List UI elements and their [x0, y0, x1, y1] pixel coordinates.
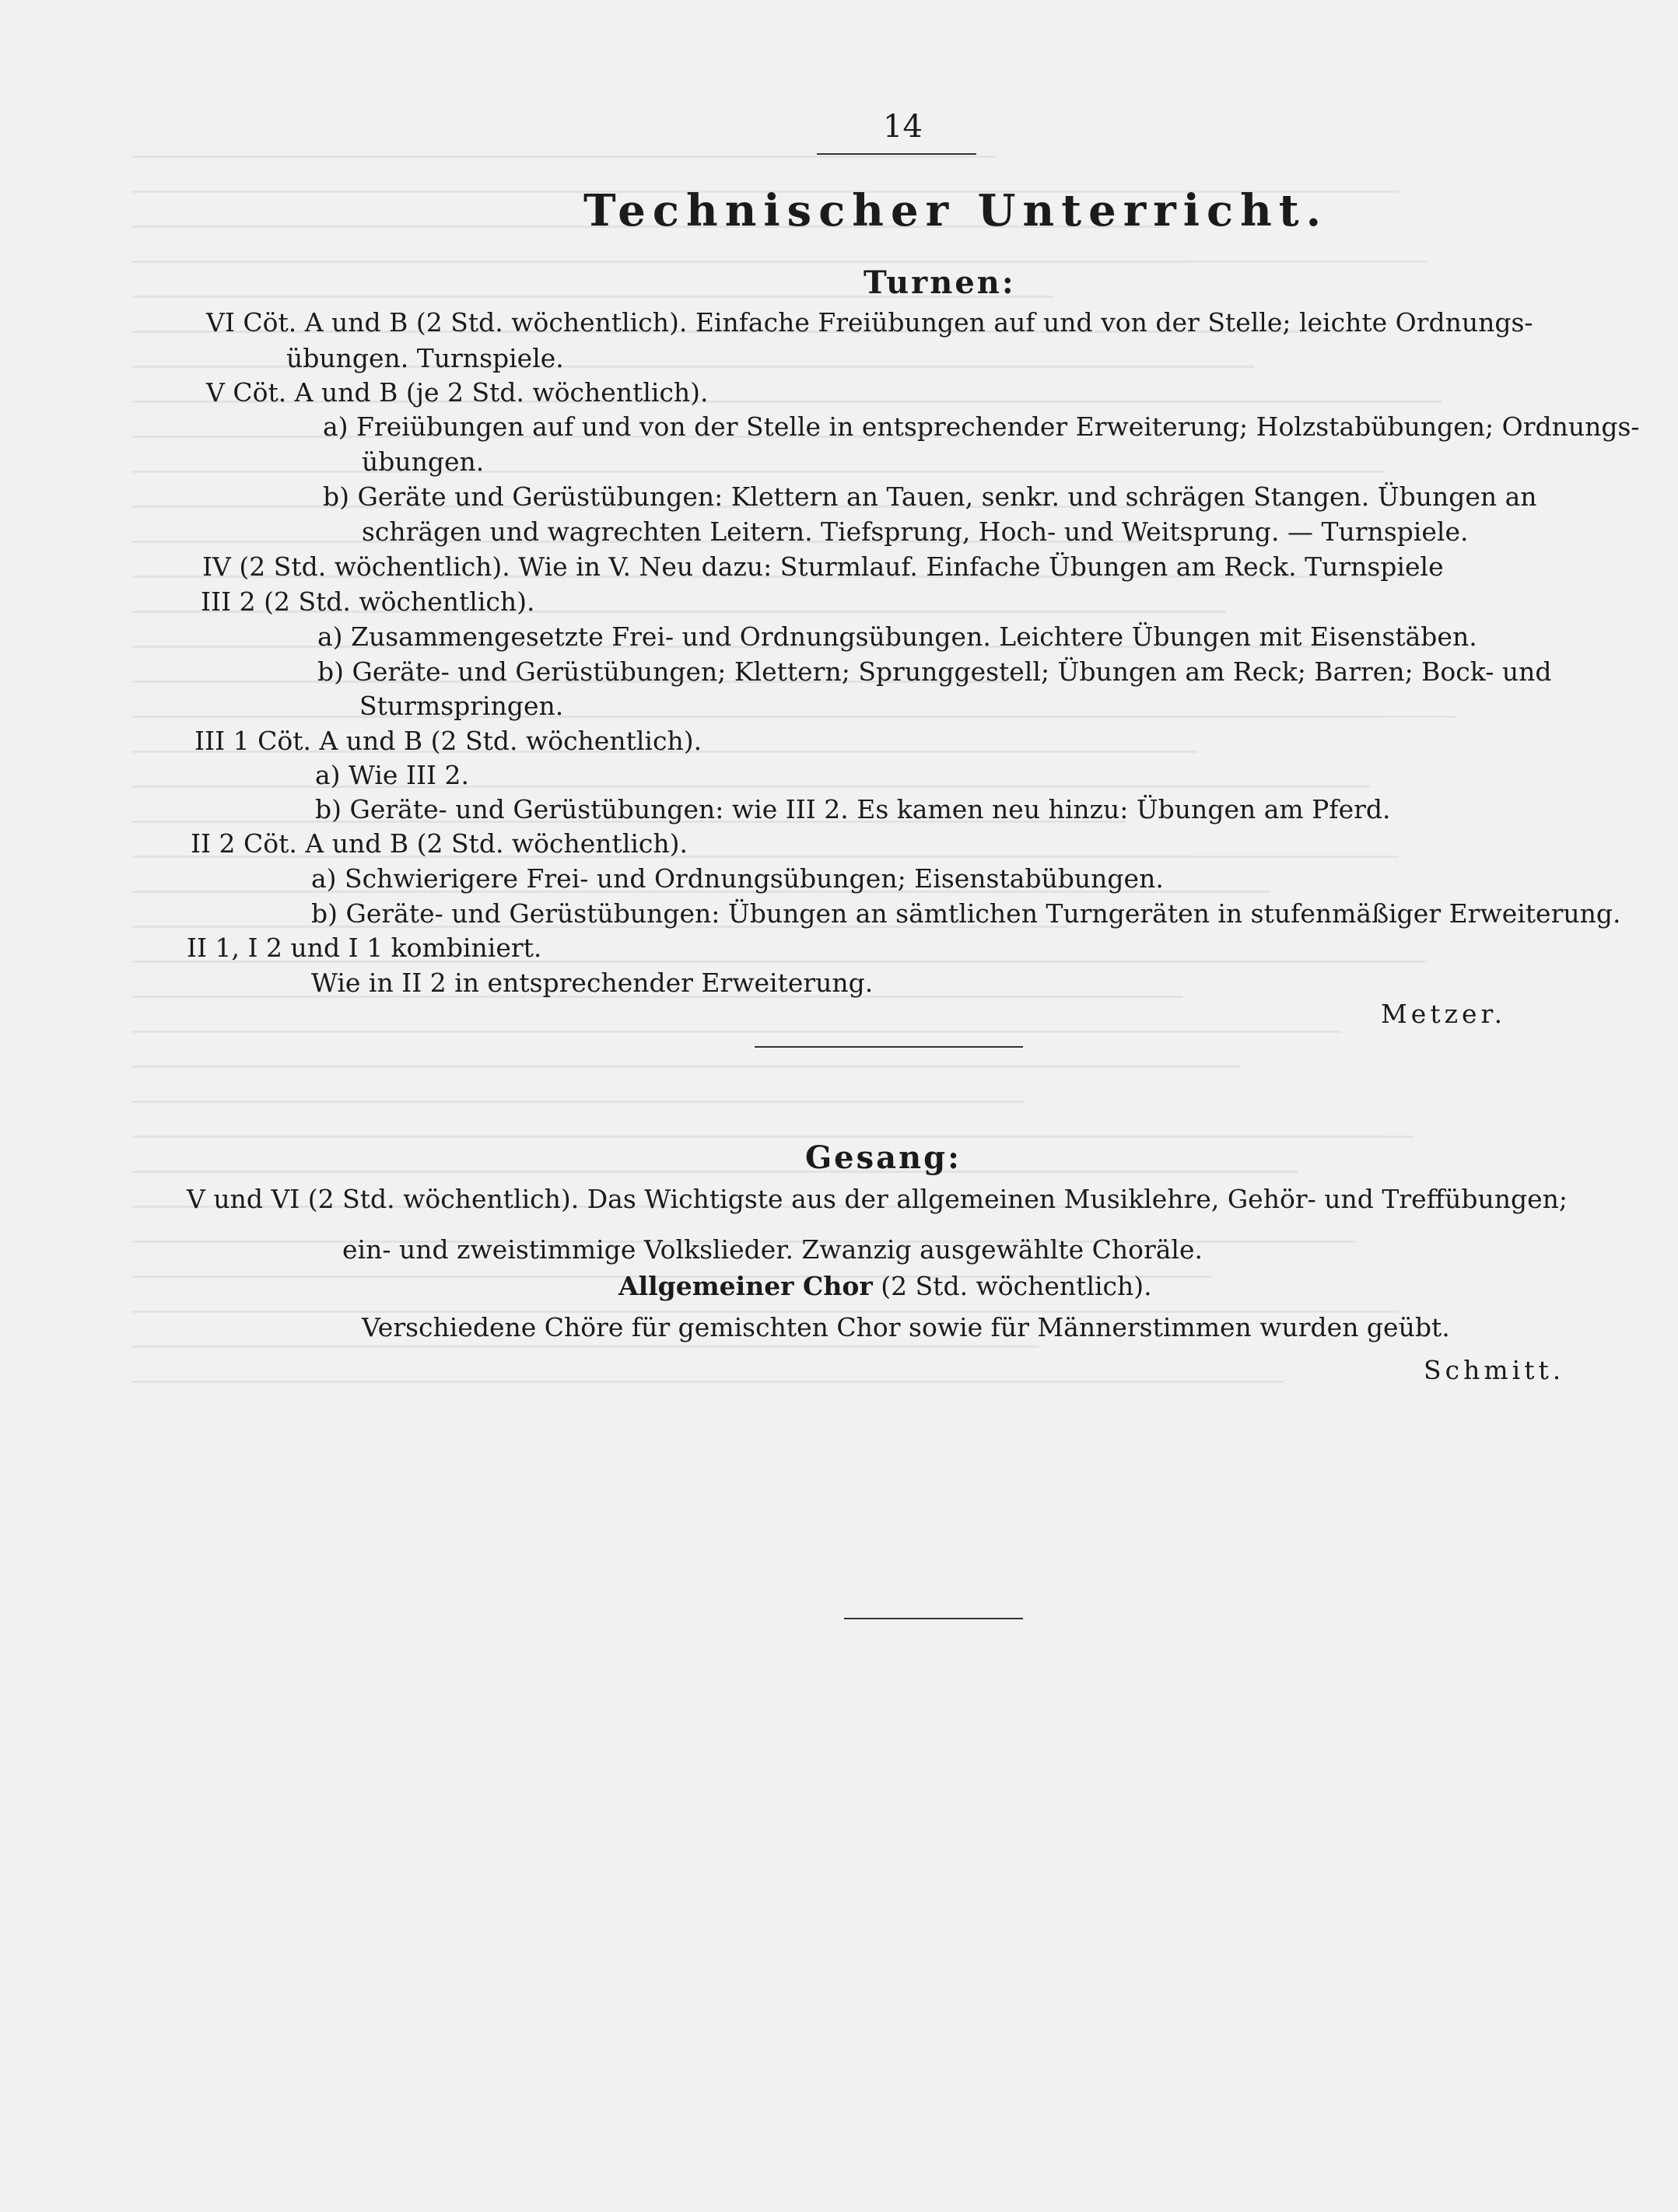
- gesang-line: ein- und zweistimmige Volkslieder. Zwanzig ausgewählte Choräle.: [342, 1234, 1203, 1265]
- turnen-line: IV (2 Std. wöchentlich). Wie in V. Neu dazu: Sturmlauf. Einfache Übungen am Reck. Turnspiele: [202, 551, 1444, 582]
- turnen-line: III 2 (2 Std. wöchentlich).: [201, 586, 535, 617]
- turnen-line: a) Wie III 2.: [315, 760, 470, 790]
- turnen-line: b) Geräte- und Gerüstübungen: wie III 2. Es kamen neu hinzu: Übungen am Pferd.: [315, 794, 1391, 824]
- turnen-line: übungen.: [362, 446, 485, 477]
- turnen-line: II 2 Cöt. A und B (2 Std. wöchentlich).: [191, 828, 688, 859]
- section-divider: [755, 1046, 1023, 1048]
- turnen-line: b) Geräte- und Gerüstübungen; Klettern; Sprunggestell; Übungen am Reck; Barren; Bock- und: [317, 656, 1552, 687]
- turnen-line: b) Geräte- und Gerüstübungen: Übungen an sämtlichen Turngeräten in stufenmäßiger Erweiterung.: [311, 898, 1621, 929]
- turnen-line: b) Geräte und Gerüstübungen: Klettern an Tauen, senkr. und schrägen Stangen. Übungen an: [323, 481, 1537, 512]
- turnen-line: III 1 Cöt. A und B (2 Std. wöchentlich).: [194, 726, 702, 756]
- gesang-signature: Schmitt.: [1424, 1355, 1565, 1385]
- turnen-line: übungen. Turnspiele.: [286, 343, 564, 373]
- turnen-line: a) Zusammengesetzte Frei- und Ordnungsübungen. Leichtere Übungen mit Eisenstäben.: [317, 621, 1477, 652]
- chor-line: [618, 1273, 1152, 1299]
- section-heading-turnen: Turnen:: [864, 264, 1016, 301]
- turnen-line: a) Schwierigere Frei- und Ordnungsübungen; Eisenstabübungen.: [311, 863, 1164, 894]
- section-heading-gesang: Gesang:: [805, 1139, 962, 1176]
- turnen-line: II 1, I 2 und I 1 kombiniert.: [187, 933, 542, 963]
- turnen-line: VI Cöt. A und B (2 Std. wöchentlich). Einfache Freiübungen auf und von der Stelle; leichte Ordnungs-: [206, 307, 1533, 338]
- turnen-line: Wie in II 2 in entsprechender Erweiterung.: [311, 968, 874, 998]
- turnen-line: Sturmspringen.: [359, 691, 564, 721]
- turnen-line: a) Freiübungen auf und von der Stelle in entsprechender Erweiterung; Holzstabübungen; Ordnungs-: [323, 411, 1640, 442]
- chor-text: Verschiedene Chöre für gemischten Chor sowie für Männerstimmen wurden geübt.: [362, 1312, 1450, 1342]
- chor-label: Allgemeiner Chor: [618, 1271, 873, 1301]
- footer-divider: [844, 1618, 1023, 1619]
- page-number: 14: [883, 109, 923, 145]
- chor-hours: (2 Std. wöchentlich).: [881, 1271, 1152, 1301]
- turnen-signature: Metzer.: [1381, 999, 1507, 1029]
- turnen-line: schrägen und wagrechten Leitern. Tiefsprung, Hoch- und Weitsprung. — Turnspiele.: [362, 516, 1469, 547]
- header-rule: [817, 153, 976, 155]
- page-title: Technischer Unterricht.: [583, 185, 1329, 236]
- turnen-line: V Cöt. A und B (je 2 Std. wöchentlich).: [206, 377, 709, 408]
- gesang-line: V und VI (2 Std. wöchentlich). Das Wichtigste aus der allgemeinen Musiklehre, Gehör- und Treffübungen;: [187, 1184, 1568, 1214]
